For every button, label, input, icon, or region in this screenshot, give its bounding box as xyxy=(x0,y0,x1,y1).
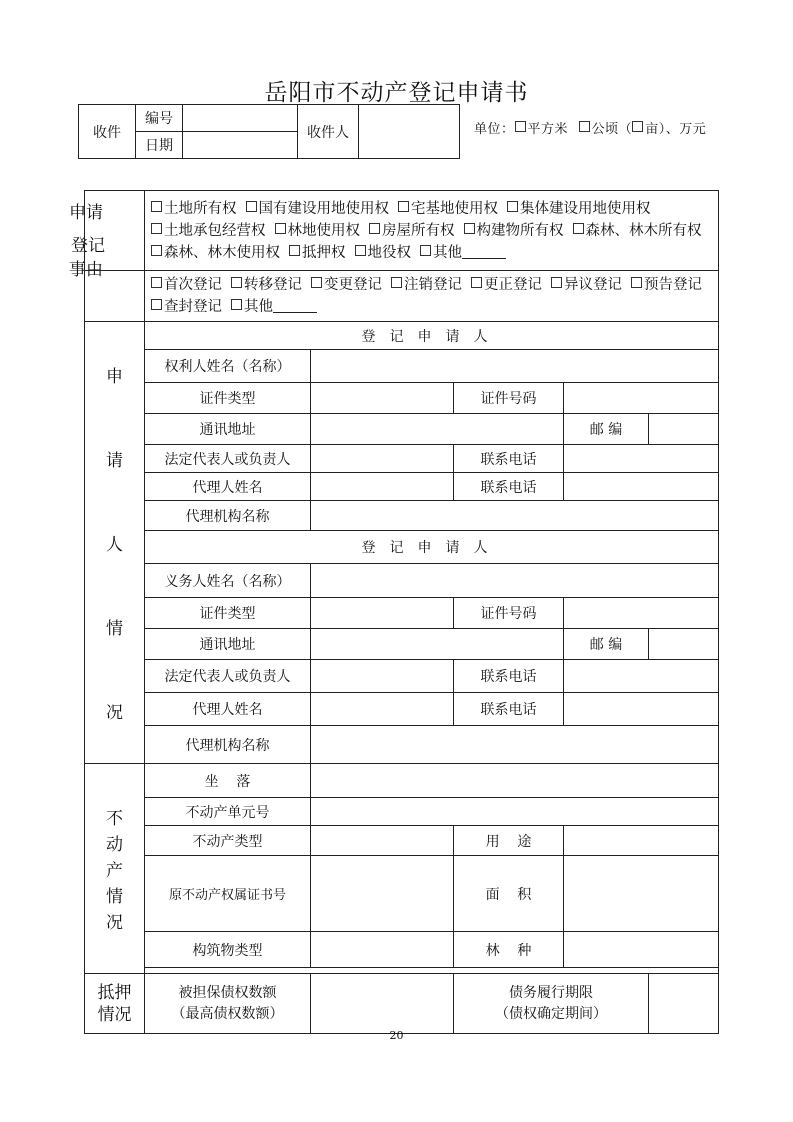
mortgage-side-label xyxy=(85,974,145,1034)
ob-agency-name-label: 代理机构名称 xyxy=(145,726,311,764)
rights-holder-name-label: 权利人姓名（名称） xyxy=(145,350,311,383)
unit-prefix: 单位： xyxy=(474,122,515,137)
application-table xyxy=(84,190,719,1034)
orig-cert-field[interactable] xyxy=(311,856,454,932)
unit-hectare: 公顷（ xyxy=(591,122,633,137)
ob-agent-name-field[interactable] xyxy=(311,693,454,726)
receipt-label: 收件 xyxy=(79,105,136,159)
checkbox[interactable] xyxy=(246,201,257,212)
type-option[interactable]: 异议登记 xyxy=(551,274,622,296)
right-option[interactable]: 森林、林木所有权 xyxy=(573,220,702,242)
reason-side-cell xyxy=(85,191,145,271)
ob-legal-rep-label: 法定代表人或负责人 xyxy=(145,660,311,693)
checkbox[interactable] xyxy=(355,245,366,256)
rights-options xyxy=(145,191,719,271)
rh-postcode-label: 邮 编 xyxy=(564,414,649,445)
obligor-section-title: 登记申请人 xyxy=(145,531,719,564)
unit-no-field[interactable] xyxy=(311,798,719,826)
checkbox[interactable] xyxy=(151,223,162,234)
right-option[interactable]: 地役权 xyxy=(355,242,412,264)
rh-agent-name-field[interactable] xyxy=(311,473,454,501)
checkbox[interactable] xyxy=(151,277,162,288)
orig-cert-label: 原不动产权属证书号 xyxy=(145,856,311,932)
right-option[interactable]: 国有建设用地使用权 xyxy=(246,198,390,220)
secured-amount-field[interactable] xyxy=(311,974,454,1034)
checkbox[interactable] xyxy=(464,223,475,234)
checkbox[interactable] xyxy=(231,299,242,310)
ob-id-number-field[interactable] xyxy=(564,598,719,629)
reason-label-line-3: 事由 xyxy=(69,260,103,280)
property-side-label xyxy=(85,764,145,974)
location-label: 坐 落 xyxy=(145,764,311,798)
ob-id-type-label: 证件类型 xyxy=(145,598,311,629)
debt-period-label xyxy=(454,974,649,1034)
right-option[interactable]: 宅基地使用权 xyxy=(398,198,498,220)
type-option[interactable]: 变更登记 xyxy=(311,274,382,296)
ob-postcode-field[interactable] xyxy=(649,629,719,660)
checkbox[interactable] xyxy=(471,277,482,288)
rh-address-field[interactable] xyxy=(311,414,564,445)
checkbox[interactable] xyxy=(311,277,322,288)
rh-agent-name-label: 代理人姓名 xyxy=(145,473,311,501)
rh-agent-phone-label: 联系电话 xyxy=(454,473,564,501)
applicant-side-char: 申 xyxy=(106,367,123,387)
rh-address-label: 通讯地址 xyxy=(145,414,311,445)
applicant-side-char: 请 xyxy=(106,451,123,471)
ob-address-field[interactable] xyxy=(311,629,564,660)
right-option[interactable]: 房屋所有权 xyxy=(369,220,455,242)
receipt-date-field[interactable] xyxy=(183,132,298,159)
checkbox[interactable] xyxy=(151,245,162,256)
ob-id-type-field[interactable] xyxy=(311,598,454,629)
checkbox[interactable] xyxy=(151,201,162,212)
type-option[interactable]: 查封登记 xyxy=(151,296,222,318)
obligor-name-label: 义务人姓名（名称） xyxy=(145,564,311,598)
forest-type-label: 林 种 xyxy=(454,932,564,968)
ob-legal-rep-field[interactable] xyxy=(311,660,454,693)
structure-type-label: 构筑物类型 xyxy=(145,932,311,968)
unit-no-label: 不动产单元号 xyxy=(145,798,311,826)
mu-checkbox[interactable] xyxy=(632,121,643,132)
checkbox[interactable] xyxy=(573,223,584,234)
checkbox[interactable] xyxy=(420,245,431,256)
other-right-blank[interactable] xyxy=(462,244,506,259)
receiver-label: 收件人 xyxy=(298,105,359,159)
rh-postcode-field[interactable] xyxy=(649,414,719,445)
receipt-table xyxy=(78,104,460,159)
rh-id-number-field[interactable] xyxy=(564,383,719,414)
secured-amount-line-1: 被担保债权数额 xyxy=(178,984,277,1001)
forest-type-field[interactable] xyxy=(564,932,719,968)
usage-label: 用 途 xyxy=(454,826,564,856)
property-type-field[interactable] xyxy=(311,826,454,856)
ob-phone-field[interactable] xyxy=(564,660,719,693)
checkbox[interactable] xyxy=(151,299,162,310)
checkbox[interactable] xyxy=(289,245,300,256)
applicant-side-char: 况 xyxy=(106,703,123,723)
rh-id-number-label: 证件号码 xyxy=(454,383,564,414)
receiver-field[interactable] xyxy=(359,105,460,159)
ob-postcode-label: 邮 编 xyxy=(564,629,649,660)
reason-label-line-1: 申请 xyxy=(69,203,103,223)
mortgage-side-line: 抵押 xyxy=(97,982,132,1003)
mortgage-side-line: 情况 xyxy=(97,1004,132,1025)
type-option[interactable]: 首次登记 xyxy=(151,274,222,296)
ob-agency-name-field[interactable] xyxy=(311,726,719,764)
ob-agent-phone-field[interactable] xyxy=(564,693,719,726)
rh-legal-rep-field[interactable] xyxy=(311,445,454,473)
rh-agency-name-field[interactable] xyxy=(311,501,719,531)
rh-agent-phone-field[interactable] xyxy=(564,473,719,501)
property-side-char: 动 xyxy=(106,834,123,855)
ob-agent-name-label: 代理人姓名 xyxy=(145,693,311,726)
checkbox[interactable] xyxy=(391,277,402,288)
area-label: 面 积 xyxy=(454,856,564,932)
secured-amount-line-2: （最高债权数额） xyxy=(171,1005,284,1022)
ob-phone-label: 联系电话 xyxy=(454,660,564,693)
right-option[interactable]: 林地使用权 xyxy=(275,220,361,242)
right-option[interactable]: 集体建设用地使用权 xyxy=(507,198,651,220)
rights-holder-name-field[interactable] xyxy=(311,350,719,383)
page-number: 20 xyxy=(389,1029,404,1042)
debt-period-line-2: （债权确定期间） xyxy=(495,1005,607,1022)
right-option[interactable]: 土地所有权 xyxy=(151,198,237,220)
property-side-char: 不 xyxy=(106,808,123,829)
rh-legal-rep-label: 法定代表人或负责人 xyxy=(145,445,311,473)
reason-label-line-2: 登记 xyxy=(71,236,105,256)
type-option[interactable]: 更正登记 xyxy=(471,274,542,296)
receipt-number-field[interactable] xyxy=(183,105,298,132)
applicant-side-label xyxy=(85,322,145,764)
rh-phone-field[interactable] xyxy=(564,445,719,473)
reason-side-cell-2 xyxy=(85,271,145,322)
type-option-other[interactable]: 其他 xyxy=(231,296,317,318)
unit-line xyxy=(474,118,706,137)
right-option[interactable]: 森林、林木使用权 xyxy=(151,242,280,264)
right-option[interactable]: 土地承包经营权 xyxy=(151,220,266,242)
registration-type-options xyxy=(145,271,719,322)
ob-agent-phone-label: 联系电话 xyxy=(454,693,564,726)
checkbox[interactable] xyxy=(631,277,642,288)
receipt-number-label: 编号 xyxy=(136,105,183,132)
page-title: 岳阳市不动产登记申请书 xyxy=(264,80,529,106)
unit-mu: 亩）、万元 xyxy=(645,122,707,137)
right-option-other[interactable]: 其他 xyxy=(420,242,506,264)
type-option[interactable]: 注销登记 xyxy=(391,274,462,296)
checkbox[interactable] xyxy=(551,277,562,288)
hectare-checkbox[interactable] xyxy=(579,121,590,132)
sqm-checkbox[interactable] xyxy=(515,121,526,132)
area-field[interactable] xyxy=(564,856,719,932)
obligor-name-field[interactable] xyxy=(311,564,719,598)
property-side-char: 情 xyxy=(106,886,123,907)
other-type-blank[interactable] xyxy=(273,298,317,313)
rh-phone-label: 联系电话 xyxy=(454,445,564,473)
property-side-char: 况 xyxy=(106,912,123,933)
usage-field[interactable] xyxy=(564,826,719,856)
structure-type-field[interactable] xyxy=(311,932,454,968)
rh-id-type-field[interactable] xyxy=(311,383,454,414)
checkbox[interactable] xyxy=(275,223,286,234)
debt-period-line-1: 债务履行期限 xyxy=(509,984,593,1001)
location-field[interactable] xyxy=(311,764,719,798)
applicant-side-char: 人 xyxy=(106,535,123,555)
checkbox[interactable] xyxy=(398,201,409,212)
receipt-date-label: 日期 xyxy=(136,132,183,159)
type-option[interactable]: 转移登记 xyxy=(231,274,302,296)
secured-amount-label xyxy=(145,974,311,1034)
unit-sqm: 平方米 xyxy=(527,122,569,137)
property-side-char: 产 xyxy=(106,860,123,881)
checkbox[interactable] xyxy=(231,277,242,288)
property-type-label: 不动产类型 xyxy=(145,826,311,856)
applicant-side-char: 情 xyxy=(106,619,123,639)
right-option[interactable]: 构建物所有权 xyxy=(464,220,564,242)
checkbox[interactable] xyxy=(507,201,518,212)
checkbox[interactable] xyxy=(369,223,380,234)
rh-id-type-label: 证件类型 xyxy=(145,383,311,414)
rh-agency-name-label: 代理机构名称 xyxy=(145,501,311,531)
ob-id-number-label: 证件号码 xyxy=(454,598,564,629)
ob-address-label: 通讯地址 xyxy=(145,629,311,660)
rights-holder-section-title: 登记申请人 xyxy=(145,322,719,350)
debt-period-field[interactable] xyxy=(649,974,719,1034)
right-option[interactable]: 抵押权 xyxy=(289,242,346,264)
type-option[interactable]: 预告登记 xyxy=(631,274,702,296)
